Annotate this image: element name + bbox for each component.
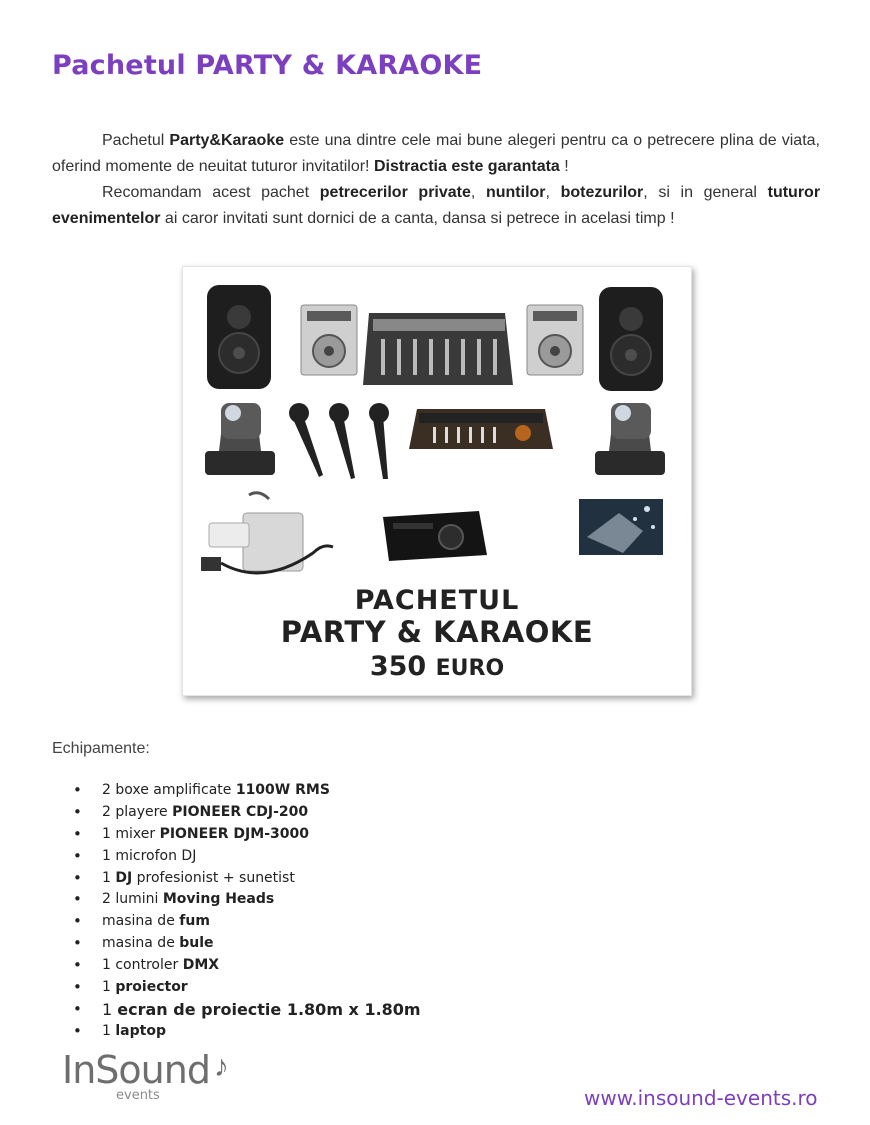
list-item: • 1 proiector (52, 977, 421, 999)
list-item: • 1 controler DMX (52, 955, 421, 977)
intro-text (52, 128, 820, 232)
moving-head-left-icon (205, 403, 275, 475)
cd-player-right-icon (527, 305, 583, 375)
list-item: • 2 playere PIONEER CDJ-200 (52, 802, 421, 824)
list-item: • 1 DJ profesionist + sunetist (52, 868, 421, 890)
equipment-heading: Echipamente: (52, 740, 150, 757)
list-item: • 1 mixer PIONEER DJM-3000 (52, 824, 421, 846)
list-item: • masina de bule (52, 933, 421, 955)
package-photo (182, 266, 692, 696)
list-item: • 1 microfon DJ (52, 846, 421, 868)
page-title: Pachetul PARTY & KARAOKE (52, 50, 483, 81)
list-item: • 2 lumini Moving Heads (52, 889, 421, 911)
list-item: • 1 ecran de proiectie 1.80m x 1.80m (52, 999, 421, 1021)
dmx-controller-icon (409, 409, 553, 449)
smoke-machine-icon (201, 493, 333, 573)
list-item: • masina de fum (52, 911, 421, 933)
bubble-machine-icon (579, 499, 663, 555)
intro-paragraph-2: Recomandam acest pachet petrecerilor private, nuntilor, botezurilor, si in general tuturor evenimentelor ai caror invitati sunt dornici de a canta, dansa si petrece in acelasi timp ! (52, 184, 821, 227)
intro-paragraph-1: Pachetul Party&Karaoke este una dintre cele mai bune alegeri pentru ca o petrecere plina de viata, oferind momente de neuitat tuturor invitatilor! Distractia este garantata ! (52, 132, 820, 175)
website-link[interactable]: www.insound-events.ro (584, 1086, 818, 1110)
logo-name: InSound (62, 1048, 210, 1092)
projector-icon (383, 511, 487, 561)
photo-caption-price: 350 EURO (369, 651, 505, 682)
photo-caption-line2: PARTY & KARAOKE (280, 615, 594, 649)
photo-caption-line1: PACHETUL (354, 585, 520, 616)
cd-player-left-icon (301, 305, 357, 375)
list-item: • 2 boxe amplificate 1100W RMS (52, 780, 421, 802)
microphone-icons (289, 403, 389, 479)
speaker-right-icon (599, 287, 663, 391)
music-note-icon: ♪ (214, 1050, 229, 1083)
logo-sub: events (116, 1088, 160, 1103)
mixer-icon (363, 313, 513, 385)
list-item: • 1 laptop (52, 1021, 421, 1043)
company-logo (62, 1048, 262, 1108)
moving-head-right-icon (595, 403, 665, 475)
equipment-list (52, 780, 421, 1043)
speaker-left-icon (207, 285, 271, 389)
